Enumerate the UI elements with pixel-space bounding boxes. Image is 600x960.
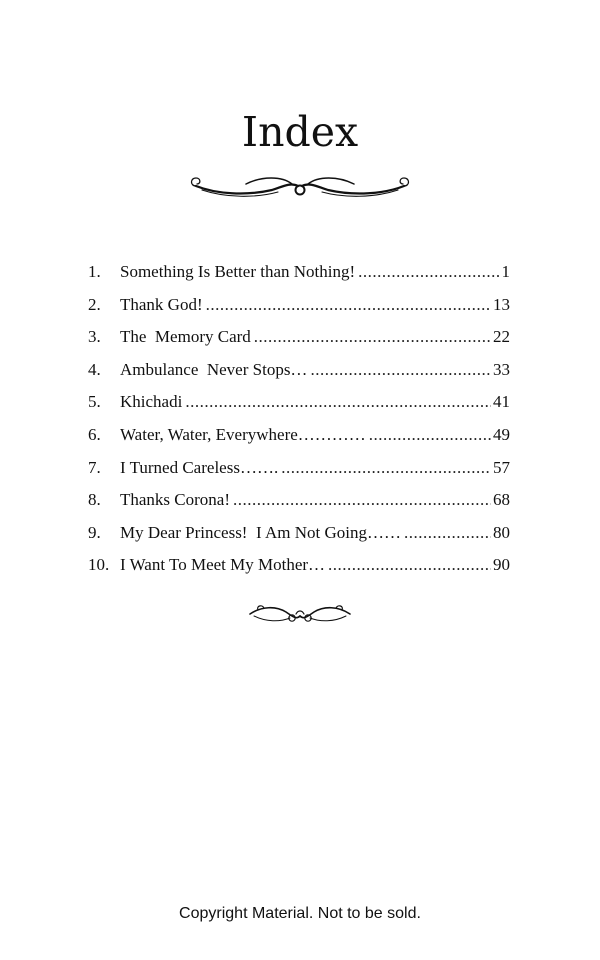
toc-entry-number: 3. [88,327,101,347]
toc-entry-page-number: 57 [493,457,510,477]
toc-entry-page-number: 22 [493,327,510,347]
copyright-footer: Copyright Material. Not to be sold. [179,905,421,922]
toc-entry-page-number: 80 [493,522,510,542]
toc-entry-title: I Want To Meet My Mother… [120,555,326,575]
dot-leader [206,291,491,319]
page-title: Index [241,108,359,156]
toc-entry-page-number: 68 [493,490,510,510]
toc-entry-title: Thank God! [120,294,203,314]
dot-leader [404,519,491,547]
table-of-contents [88,258,510,584]
toc-entry [88,323,510,356]
toc-entry [88,388,510,421]
toc-entry-page-number: 13 [493,294,510,314]
toc-entry-title: Water, Water, Everywhere………… [120,424,366,444]
scroll-flourish-icon [186,172,414,204]
toc-entry [88,258,510,291]
toc-entry-title: The Memory Card [120,327,251,347]
toc-entry-number: 9. [88,522,101,542]
toc-entry-number: 2. [88,294,101,314]
toc-entry-title: I Turned Careless……. [120,457,279,477]
toc-entry-title: Something Is Better than Nothing! [120,262,356,281]
toc-entry-page-number: 49 [493,424,510,444]
toc-entry-number: 7. [88,457,101,477]
toc-entry-title: My Dear Princess! I Am Not Going…… [120,522,401,542]
toc-entry-number: 5. [88,392,101,412]
toc-entry [88,421,510,454]
toc-entry-page-number: 33 [493,359,510,379]
toc-entry-number: 4. [88,359,101,379]
dot-leader [310,356,491,384]
toc-entry-title: Ambulance Never Stops… [120,359,308,379]
toc-entry-title: Khichadi [120,392,183,412]
toc-entry-number: 1. [88,262,101,281]
dot-leader [358,258,499,286]
toc-entry [88,551,510,584]
toc-entry-page-number: 1 [501,262,510,281]
dot-leader [185,388,491,416]
toc-entry-number: 10. [88,555,110,575]
toc-entry-page-number: 41 [493,392,510,412]
toc-entry-number: 6. [88,424,101,444]
dot-leader [369,421,491,449]
toc-entry-number: 8. [88,490,101,510]
toc-entry [88,356,510,389]
dot-leader [281,454,491,482]
toc-entry [88,486,510,519]
dot-leader [233,486,491,514]
toc-entry [88,519,510,552]
small-flourish-icon [246,600,354,628]
dot-leader [254,323,491,351]
toc-entry-page-number: 90 [493,555,510,575]
toc-entry-title: Thanks Corona! [120,490,231,510]
dot-leader [328,551,491,579]
toc-entry [88,291,510,324]
toc-entry [88,454,510,487]
